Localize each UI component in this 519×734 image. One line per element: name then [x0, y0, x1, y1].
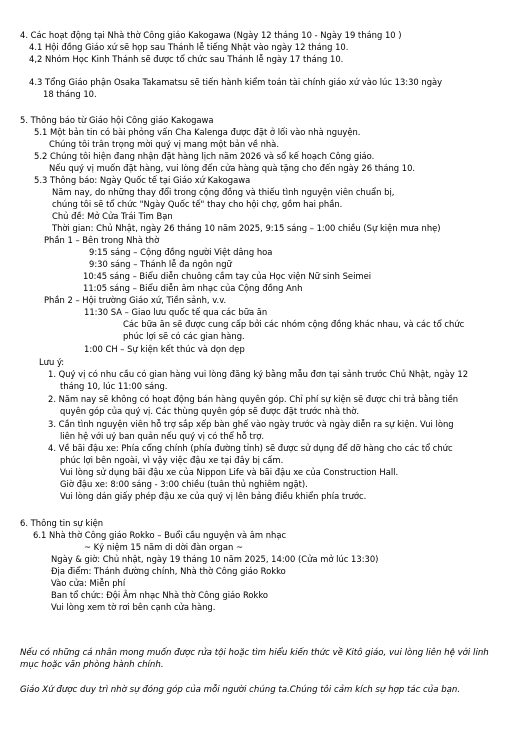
note-2-cont: quyên góp của quý vị. Các thùng quyên góp sẽ được đặt trước nhà thờ.	[60, 406, 360, 416]
section-4-title: 4. Các hoạt động tại Nhà thờ Công giáo Kakogawa (Ngày 12 tháng 10 - Ngày 19 tháng 10 )	[20, 30, 402, 40]
event-flyer-note: Vui lòng xem tờ rơi bên cạnh cửa hàng.	[51, 602, 216, 612]
note-1-cont: tháng 10, lúc 11:00 sáng.	[60, 381, 168, 391]
event-venue: Địa điểm: Thánh đường chính, Nhà thờ Công giáo Rokko	[51, 566, 286, 576]
note-4-cont-4: Vui lòng dán giấy phép đậu xe của quý vị lên bảng điều khiển phía trước.	[60, 491, 367, 501]
note-4: 4. Về bãi đậu xe: Phía cổng chính (phía đường tỉnh) sẽ được sử dụng để dỡ hàng cho các tổ chức	[48, 443, 453, 453]
item-6-1-subtitle: ~ Kỷ niệm 15 năm di dời đàn organ ~	[84, 542, 243, 552]
item-6-1: 6.1 Nhà thờ Công giáo Rokko – Buổi cầu nguyện và âm nhạc	[33, 530, 287, 540]
footer-baptism-note-cont: mục hoặc văn phòng hành chính.	[20, 660, 164, 670]
footer-baptism-note: Nếu có những cá nhân mong muốn được rửa tội hoặc tìm hiểu kiến thức về Kitô giáo, vui lòng liên hệ với linh	[20, 648, 489, 658]
item-4-2: 4,2 Nhóm Học Kinh Thánh sẽ được tổ chức sau Thánh lễ ngày 17 tháng 10.	[29, 54, 344, 64]
note-4-cont-3: Giờ đậu xe: 8:00 sáng - 3:00 chiều (tuân thủ nghiêm ngặt).	[60, 479, 308, 489]
part-1-item-1: 9:15 sáng – Cộng đồng người Việt dâng hoa	[89, 247, 273, 257]
event-time: Thời gian: Chủ Nhật, ngày 26 tháng 10 năm 2025, 9:15 sáng – 1:00 chiều (Sự kiện mưa nhẹ)	[52, 223, 441, 233]
item-5-2-cont: Nếu quý vị muốn đặt hàng, vui lòng đến cửa hàng quà tặng cho đến ngày 26 tháng 10.	[49, 163, 416, 173]
item-5-2: 5.2 Chúng tôi hiện đang nhận đặt hàng lịch năm 2026 và sổ kế hoạch Công giáo.	[34, 151, 375, 161]
footer-thanks: Giáo Xứ được duy trì nhờ sự đóng góp của mỗi người chúng ta.Chúng tôi cảm kích sự hợp tác của bạn.	[20, 685, 461, 695]
part-1-title: Phần 1 – Bên trong Nhà thờ	[44, 235, 160, 245]
part-2-item-1: 11:30 SA – Giao lưu quốc tế qua các bữa ăn	[84, 307, 268, 317]
note-3-cont: liên hệ với uỷ ban quản nếu quý vị có thể hỗ trợ.	[60, 431, 265, 441]
item-5-3-intro-2: chúng tôi sẽ tổ chức "Ngày Quốc tế" thay cho hội chợ, gồm hai phần.	[52, 199, 343, 209]
note-4-cont-2: Vui lòng sử dụng bãi đậu xe của Nippon Life và bãi đậu xe của Construction Hall.	[60, 467, 399, 477]
notes-title: Lưu ý:	[39, 357, 65, 367]
part-2-item-1-desc: Các bữa ăn sẽ được cung cấp bởi các nhóm cộng đồng khác nhau, và các tổ chức	[123, 319, 465, 329]
note-3: 3. Cần tình nguyện viên hỗ trợ sắp xếp bàn ghế vào ngày trước và ngày diễn ra sự kiện. Vui lòng	[48, 419, 454, 429]
event-datetime: Ngày & giờ: Chủ nhật, ngày 19 tháng 10 năm 2025, 14:00 (Cửa mở lúc 13:30)	[51, 554, 379, 564]
item-4-3: 4.3 Tổng Giáo phận Osaka Takamatsu sẽ tiến hành kiểm toán tài chính giáo xứ vào lúc 13:30 ngày	[29, 77, 443, 87]
event-theme: Chủ đề: Mở Cửa Trái Tim Bạn	[52, 211, 173, 221]
part-1-item-3: 10:45 sáng – Biểu diễn chuông cầm tay của Học viện Nữ sinh Seimei	[83, 271, 372, 281]
item-5-3-intro-1: Năm nay, do những thay đổi trong cộng đồng và thiếu tình nguyện viên chuẩn bị,	[52, 187, 395, 197]
note-1: 1. Quý vị có nhu cầu có gian hàng vui lòng đăng ký bằng mẫu đơn tại sảnh trước Chủ Nhật, ngày 12	[48, 369, 469, 379]
item-4-3-cont: 18 tháng 10.	[43, 89, 97, 99]
event-organizer: Ban tổ chức: Đội Âm nhạc Nhà thờ Công giáo Rokko	[51, 590, 269, 600]
item-5-1: 5.1 Một bản tin có bài phỏng vấn Cha Kalenga được đặt ở lối vào nhà nguyện.	[34, 127, 361, 137]
note-2: 2. Năm nay sẽ không có hoạt động bán hàng quyên góp. Chỉ phí sự kiện sẽ được chi trả bằng tiền	[48, 394, 459, 404]
item-4-1: 4.1 Hội đồng Giáo xứ sẽ họp sau Thánh lễ tiếng Nhật vào ngày 12 tháng 10.	[29, 42, 349, 52]
part-2-item-2: 1:00 CH – Sự kiện kết thúc và dọn dẹp	[84, 344, 245, 354]
item-5-3: 5.3 Thông báo: Ngày Quốc tế tại Giáo xứ Kakogawa	[34, 175, 251, 185]
event-fee: Vào cửa: Miễn phí	[51, 578, 126, 588]
part-2-title: Phần 2 – Hội trường Giáo xứ, Tiền sảnh, v.v.	[44, 295, 227, 305]
section-5-title: 5. Thông báo từ Giáo hội Công giáo Kakogawa	[20, 115, 214, 125]
note-4-cont-1: phúc lợi bên ngoài, vì vậy việc đậu xe tại đây bị cấm.	[60, 455, 284, 465]
part-2-item-1-desc-cont: phúc lợi sẽ có các gian hàng.	[123, 331, 245, 341]
item-5-1-cont: Chúng tôi trân trọng mời quý vị mang một bản về nhà.	[49, 139, 279, 149]
part-1-item-4: 11:05 sáng – Biểu diễn âm nhạc của Cộng đồng Anh	[83, 283, 303, 293]
section-6-title: 6. Thông tin sự kiện	[20, 518, 104, 528]
part-1-item-2: 9:30 sáng – Thánh lễ đa ngôn ngữ	[89, 259, 232, 269]
